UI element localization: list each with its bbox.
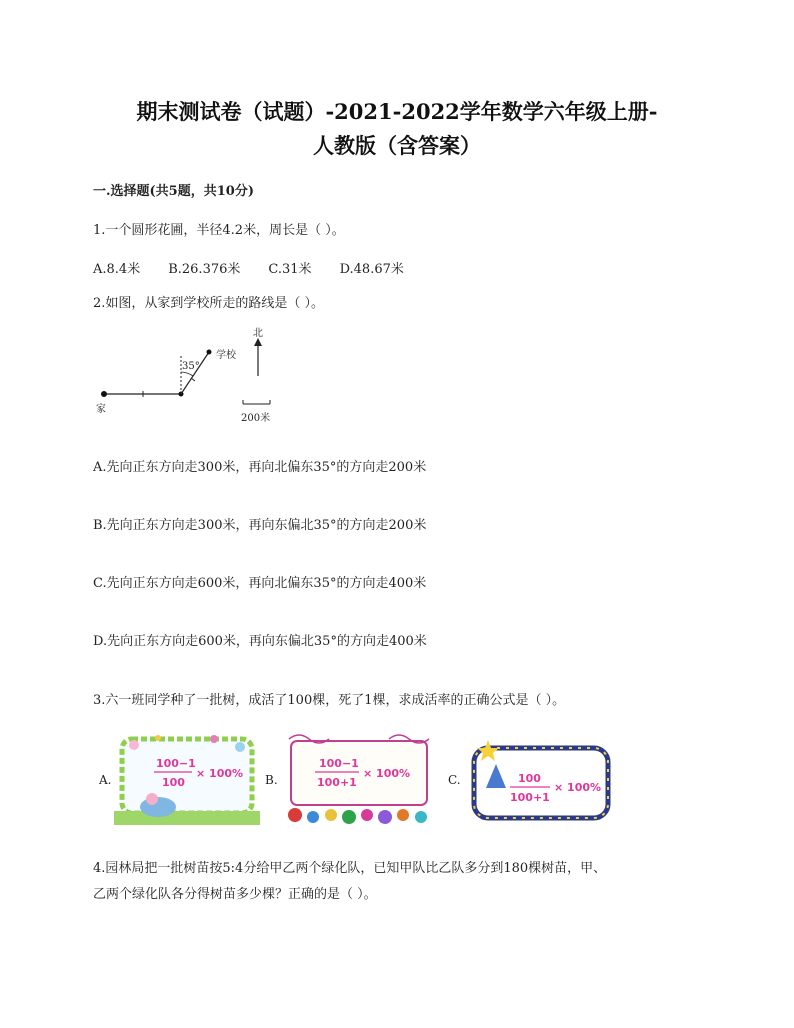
q3-a-numerator: 100−1 bbox=[156, 757, 196, 770]
question-3: 3.六一班同学种了一批树，成活了100棵，死了1棵，求成活率的正确公式是（ ）。 bbox=[93, 693, 566, 708]
q3-option-b-label[interactable]: B. bbox=[265, 773, 278, 787]
north-arrow-icon bbox=[254, 338, 262, 346]
q3-b-denominator: 100+1 bbox=[317, 776, 357, 789]
doc-title-line2: 人教版（含答案） bbox=[313, 133, 481, 158]
question-2: 2.如图，从家到学校所走的路线是（ ）。 bbox=[93, 296, 325, 311]
q2-option-c[interactable]: C.先向正东方向走600米，再向北偏东35°的方向走400米 bbox=[93, 576, 427, 591]
q1-option-a[interactable]: A.8.4米 bbox=[93, 262, 141, 277]
scale-label: 200米 bbox=[241, 413, 271, 424]
q3-option-b-card[interactable] bbox=[281, 731, 437, 827]
q3-b-numerator: 100−1 bbox=[319, 757, 359, 770]
q2-option-d[interactable]: D.先向正东方向走600米，再向东偏北35°的方向走400米 bbox=[93, 634, 427, 649]
route-diagram bbox=[88, 326, 288, 430]
north-label: 北 bbox=[253, 328, 263, 339]
q1-option-c[interactable]: C.31米 bbox=[268, 262, 312, 277]
q3-c-numerator: 100 bbox=[518, 772, 541, 785]
question-4-line1: 4.园林局把一批树苗按5:4分给甲乙两个绿化队，已知甲队比乙队多分到180棵树苗，甲、 bbox=[93, 861, 607, 876]
question-1-options bbox=[93, 258, 432, 277]
question-1: 1.一个圆形花圃，半径4.2米，周长是（ ）。 bbox=[93, 223, 345, 238]
q3-a-suffix: × 100% bbox=[196, 767, 244, 780]
q3-option-a-card[interactable] bbox=[114, 733, 260, 825]
section-heading: 一.选择题(共5题，共10分) bbox=[93, 184, 254, 199]
q3-option-c-label[interactable]: C. bbox=[448, 773, 461, 787]
q3-c-denominator: 100+1 bbox=[510, 791, 550, 804]
q3-option-c-card[interactable] bbox=[466, 736, 614, 826]
q3-option-a-label[interactable]: A. bbox=[99, 773, 112, 787]
q2-option-a[interactable]: A.先向正东方向走300米，再向北偏东35°的方向走200米 bbox=[93, 460, 427, 475]
q1-option-d[interactable]: D.48.67米 bbox=[339, 262, 404, 277]
sleeping-animal-icon bbox=[140, 797, 176, 817]
angle-label: 35° bbox=[182, 361, 200, 372]
home-label: 家 bbox=[96, 404, 106, 415]
q3-c-suffix: × 100% bbox=[554, 781, 602, 794]
question-4-line2: 乙两个绿化队各分得树苗多少棵？正确的是（ ）。 bbox=[93, 887, 377, 902]
doc-title-line1: 期末测试卷（试题）-2021-2022学年数学六年级上册- bbox=[136, 99, 658, 124]
q3-b-suffix: × 100% bbox=[363, 767, 411, 780]
q3-a-denominator: 100 bbox=[162, 776, 185, 789]
q2-option-b[interactable]: B.先向正东方向走300米，再向东偏北35°的方向走200米 bbox=[93, 518, 427, 533]
q1-option-b[interactable]: B.26.376米 bbox=[168, 262, 241, 277]
school-label: 学校 bbox=[216, 350, 236, 361]
